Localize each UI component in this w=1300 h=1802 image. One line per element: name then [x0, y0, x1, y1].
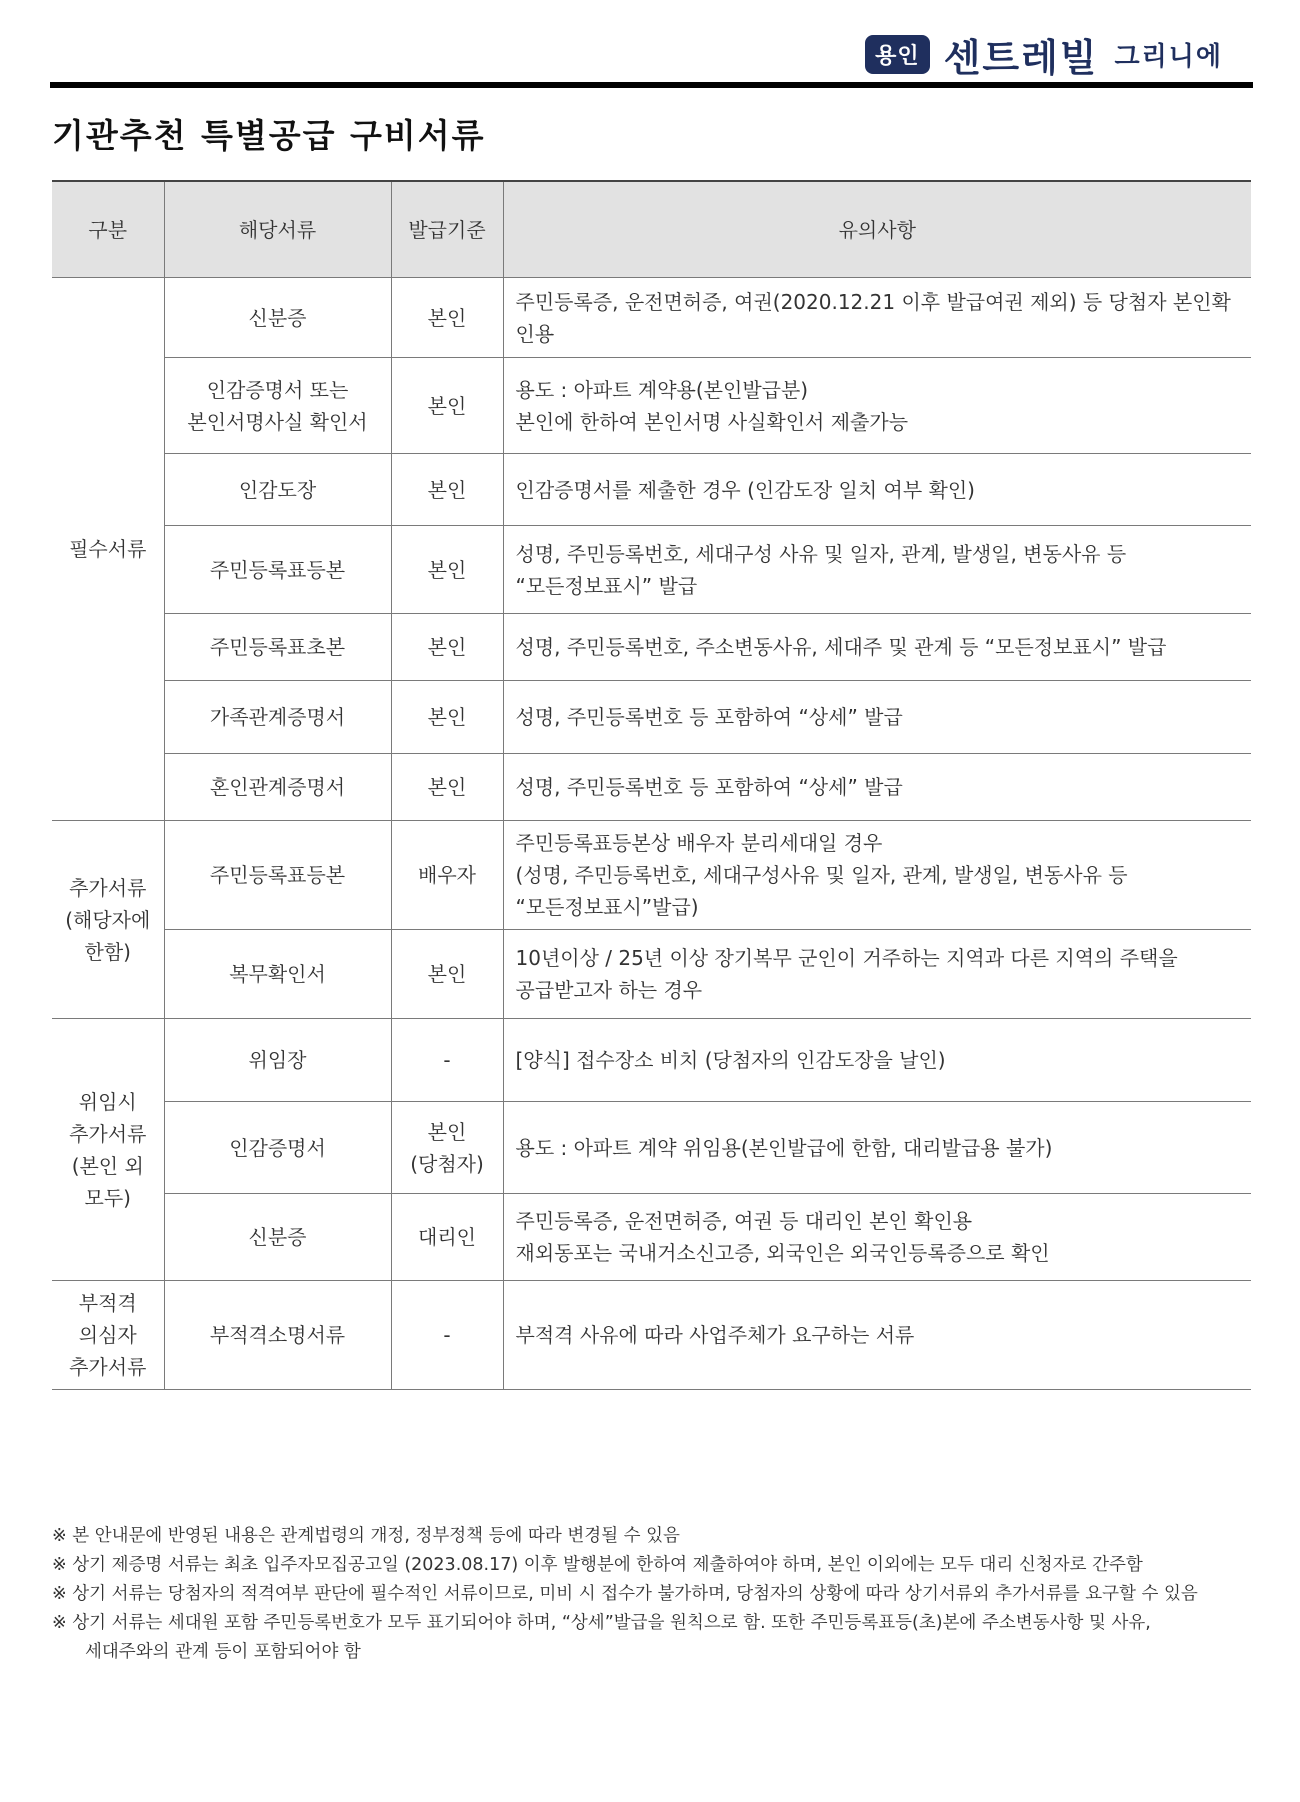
document-cell: [164, 930, 391, 1019]
basis-cell: [391, 614, 503, 681]
notes-cell-line: (성명, 주민등록번호, 세대구성사유 및 일자, 관계, 발생일, 변동사유 등: [515, 863, 1128, 887]
notes-cell: [503, 526, 1251, 614]
basis-cell: [391, 278, 503, 358]
category-cell-line: 모두): [84, 1185, 131, 1210]
document-cell-line: 인감증명서 또는: [206, 377, 349, 402]
category-cell-line: (본인 외: [71, 1153, 144, 1178]
notes-cell-line: 주민등록표등본상 배우자 분리세대일 경우: [515, 831, 883, 855]
table-row: [52, 1194, 1251, 1281]
document-cell-line: 주민등록표초본: [209, 635, 346, 659]
documents-table: [52, 180, 1251, 1390]
table-row: [52, 614, 1251, 681]
basis-cell-line: 배우자: [418, 863, 476, 887]
footnote-line: ※ 상기 서류는 세대원 포함 주민등록번호가 모두 표기되어야 하며, “상세”발급을 원칙으로 함. 또한 주민등록표등(초)본에 주소변동사항 및 사유,: [52, 1613, 1151, 1633]
basis-cell-line: 본인: [427, 477, 467, 502]
document-cell-line: 신분증: [248, 305, 307, 330]
header-category: 구분: [52, 181, 164, 278]
document-cell-line: 인감도장: [238, 477, 317, 502]
table-row: [52, 754, 1251, 821]
category-cell: [52, 278, 164, 821]
table-row: [52, 526, 1251, 614]
footnote-line: 세대주와의 관계 등이 포함되어야 함: [85, 1642, 361, 1662]
document-cell: [164, 1019, 391, 1102]
document-cell: [164, 754, 391, 821]
notes-cell-line: 성명, 주민등록번호 등 포함하여 “상세” 발급: [515, 775, 903, 799]
header-basis: 발급기준: [391, 181, 503, 278]
notes-cell: [503, 1281, 1251, 1390]
brand-badge: 용인: [865, 35, 930, 74]
notes-cell-line: 용도 : 아파트 계약 위임용(본인발급에 한함, 대리발급용 불가): [515, 1135, 1053, 1160]
category-cell-line: 필수서류: [69, 537, 147, 561]
category-cell: [52, 1019, 164, 1281]
document-cell: [164, 278, 391, 358]
basis-cell-line: 본인: [427, 393, 467, 418]
document-cell-line: 인감증명서: [229, 1135, 326, 1160]
notes-cell: [503, 1102, 1251, 1194]
table-row: [52, 1019, 1251, 1102]
header-document: 해당서류: [164, 181, 391, 278]
table-body: [52, 278, 1251, 1390]
header-divider: [50, 82, 1253, 88]
notes-cell-line: [양식] 접수장소 비치 (당첨자의 인감도장을 날인): [515, 1048, 946, 1072]
basis-cell-line: 본인: [427, 557, 467, 582]
basis-cell-line: 본인: [427, 962, 467, 986]
document-cell-line: 혼인관계증명서: [209, 775, 346, 799]
basis-cell-line: -: [443, 1323, 451, 1347]
category-cell-line: 한함): [84, 939, 131, 964]
basis-cell-line: 본인: [427, 775, 467, 799]
notes-cell-line: 본인에 한하여 본인서명 사실확인서 제출가능: [515, 409, 909, 434]
category-cell-line: 의심자: [78, 1323, 137, 1347]
footnote-line: ※ 상기 서류는 당첨자의 적격여부 판단에 필수적인 서류이므로, 미비 시 접수가 불가하며, 당첨자의 상황에 따라 상기서류외 추가서류를 요구할 수 있음: [52, 1584, 1198, 1604]
brand-logo: [865, 30, 1223, 78]
notes-cell: [503, 614, 1251, 681]
basis-cell: [391, 1194, 503, 1281]
notes-cell: [503, 754, 1251, 821]
document-cell-line: 본인서명사실 확인서: [187, 409, 368, 434]
table-header-row: [52, 181, 1251, 278]
basis-cell-line: 본인: [427, 305, 467, 330]
notes-cell: [503, 681, 1251, 754]
notes-cell-line: 용도 : 아파트 계약용(본인발급분): [515, 377, 809, 402]
notes-cell-line: 성명, 주민등록번호 등 포함하여 “상세” 발급: [515, 705, 903, 729]
basis-cell: [391, 681, 503, 754]
basis-cell: [391, 1019, 503, 1102]
document-cell-line: 부적격소명서류: [209, 1323, 346, 1347]
category-cell-line: 부적격: [78, 1291, 137, 1315]
notes-cell: [503, 454, 1251, 526]
notes-cell-line: 성명, 주민등록번호, 주소변동사유, 세대주 및 관계 등 “모든정보표시” 발급: [515, 635, 1167, 659]
document-cell-line: 주민등록표등본: [209, 863, 346, 887]
document-cell-line: 주민등록표등본: [209, 557, 346, 582]
notes-cell-line: 공급받고자 하는 경우: [515, 978, 703, 1002]
page-title: 기관추천 특별공급 구비서류: [52, 116, 486, 155]
document-cell: [164, 358, 391, 454]
table-row: [52, 1102, 1251, 1194]
document-cell-line: 위임장: [248, 1048, 307, 1072]
notes-cell: [503, 930, 1251, 1019]
notes-cell: [503, 821, 1251, 930]
document-cell-line: 신분증: [248, 1225, 307, 1249]
notes-cell-line: 부적격 사유에 따라 사업주체가 요구하는 서류: [515, 1323, 915, 1347]
document-cell: [164, 454, 391, 526]
document-cell: [164, 681, 391, 754]
document-cell-line: 복무확인서: [229, 962, 326, 986]
basis-cell-line: (당첨자): [410, 1151, 484, 1176]
basis-cell-line: -: [443, 1048, 451, 1072]
notes-cell-line: “모든정보표시” 발급: [515, 573, 698, 598]
notes-cell-line: 주민등록증, 운전면허증, 여권 등 대리인 본인 확인용: [515, 1209, 973, 1233]
notes-cell: [503, 1194, 1251, 1281]
basis-cell-line: 본인: [427, 635, 467, 659]
category-cell: [52, 1281, 164, 1390]
brand-name: 센트레빌: [943, 35, 1099, 80]
basis-cell: [391, 821, 503, 930]
document-cell: [164, 1102, 391, 1194]
document-cell: [164, 1281, 391, 1390]
notes-cell: [503, 278, 1251, 358]
basis-cell-line: 본인: [427, 705, 467, 729]
page-header: [50, 30, 1253, 88]
header-notes: 유의사항: [503, 181, 1251, 278]
basis-cell: [391, 930, 503, 1019]
footnote-line: ※ 상기 제증명 서류는 최초 입주자모집공고일 (2023.08.17) 이후 발행분에 한하여 제출하여야 하며, 본인 이외에는 모두 대리 신청자로 간주함: [52, 1555, 1143, 1575]
notes-cell-line: 주민등록증, 운전면허증, 여권(2020.12.21 이후 발급여권 제외) 등 당첨자 본인확인용: [515, 289, 1231, 346]
category-cell: [52, 821, 164, 1019]
notes-cell-line: 성명, 주민등록번호, 세대구성 사유 및 일자, 관계, 발생일, 변동사유 등: [515, 541, 1127, 566]
footnotes: [52, 1522, 1262, 1667]
table-row: [52, 278, 1251, 358]
category-cell-line: 추가서류: [69, 875, 147, 900]
basis-cell-line: 대리인: [418, 1225, 476, 1249]
basis-cell: [391, 526, 503, 614]
category-cell-line: (해당자에: [65, 907, 151, 932]
table-row: [52, 930, 1251, 1019]
category-cell-line: 추가서류: [69, 1355, 147, 1379]
notes-cell-line: 인감증명서를 제출한 경우 (인감도장 일치 여부 확인): [515, 477, 975, 502]
notes-cell-line: 재외동포는 국내거소신고증, 외국인은 외국인등록증으로 확인: [515, 1241, 1050, 1265]
document-cell: [164, 526, 391, 614]
basis-cell-line: 본인: [427, 1119, 467, 1144]
brand-subname: 그리니에: [1114, 41, 1223, 72]
table-row: [52, 681, 1251, 754]
category-cell-line: 추가서류: [69, 1121, 147, 1146]
document-cell: [164, 614, 391, 681]
notes-cell: [503, 1019, 1251, 1102]
basis-cell: [391, 358, 503, 454]
document-cell: [164, 821, 391, 930]
basis-cell: [391, 454, 503, 526]
basis-cell: [391, 754, 503, 821]
basis-cell: [391, 1102, 503, 1194]
notes-cell-line: 10년이상 / 25년 이상 장기복무 군인이 거주하는 지역과 다른 지역의 주택을: [515, 946, 1178, 970]
table-row: [52, 358, 1251, 454]
category-cell-line: 위임시: [78, 1089, 137, 1114]
document-cell-line: 가족관계증명서: [209, 705, 346, 729]
basis-cell: [391, 1281, 503, 1390]
footnote-line: ※ 본 안내문에 반영된 내용은 관계법령의 개정, 정부정책 등에 따라 변경될 수 있음: [52, 1526, 680, 1546]
table-row: [52, 821, 1251, 930]
table-row: [52, 1281, 1251, 1390]
notes-cell: [503, 358, 1251, 454]
notes-cell-line: “모든정보표시”발급): [515, 895, 699, 919]
table-row: [52, 454, 1251, 526]
document-cell: [164, 1194, 391, 1281]
